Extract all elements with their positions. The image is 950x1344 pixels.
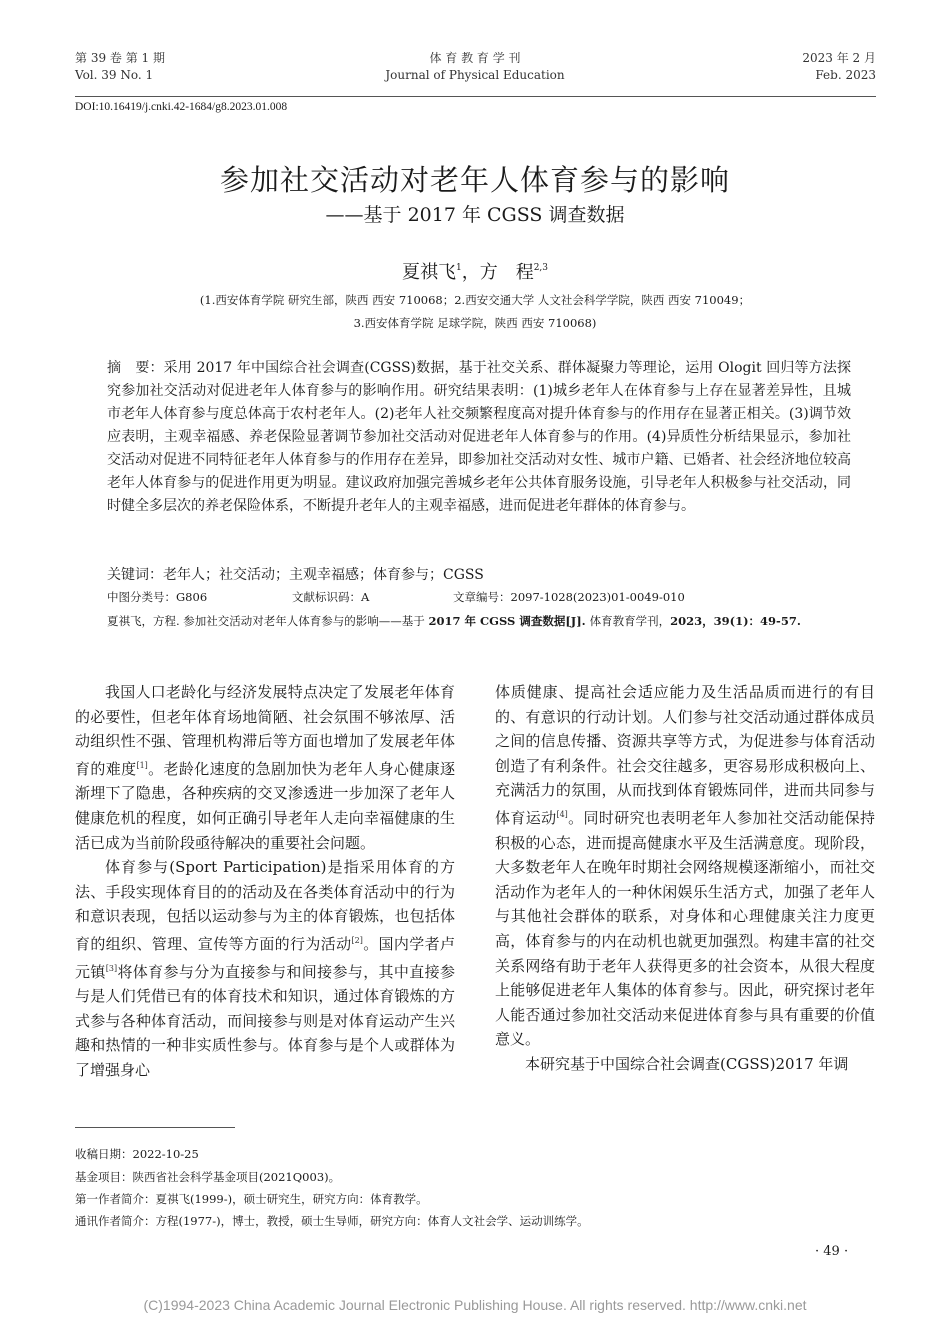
author-1-affil: 1	[455, 263, 462, 273]
footnote-received: 收稿日期：2022-10-25	[75, 1147, 199, 1161]
header-date: 2023 年 2 月 Feb. 2023	[802, 51, 876, 82]
page-title: 参加社交活动对老年人体育参与的影响	[219, 163, 730, 197]
author-1: 夏祺飞	[401, 262, 456, 283]
affiliation-line-2: 3.西安体育学院 足球学院，陕西 西安 710068)	[353, 316, 597, 330]
author-2-affil: 2,3	[533, 263, 549, 273]
citation-prefix: 夏祺飞，方程. 参加社交活动对老年人体育参与的影响——基于	[107, 614, 429, 628]
footnote-rule	[75, 1127, 235, 1128]
header-volume: 第 39 卷 第 1 期 Vol. 39 No. 1	[75, 51, 165, 82]
citation-tail: 2023，39(1)：49-57.	[670, 614, 801, 628]
reference-link[interactable]: [4]	[556, 809, 568, 819]
body-column-left	[75, 680, 455, 1083]
header-journal: 体 育 教 育 学 刊 Journal of Physical Education	[385, 51, 565, 82]
footnote-fund: 基金项目：陕西省社会科学基金项目(2021Q003)。	[75, 1170, 341, 1184]
paragraph: 本研究基于中国综合社会调查(CGSS)2017 年调	[525, 1054, 849, 1073]
copyright-watermark: (C)1994-2023 China Academic Journal Electronic Publishing House. All rights reserved. http://www.cnki.net	[143, 1297, 807, 1313]
page-subtitle: ——基于 2017 年 CGSS 调查数据	[325, 204, 625, 226]
author-separator: ，	[461, 262, 480, 283]
article-number: 文章编号：2097-1028(2023)01-0049-010	[453, 590, 685, 604]
paragraph: 我国人口老龄化与经济发展特点决定了发展老年体育的必要性，但老年体育场地简陋、社会氛围不够浓厚、活动组织性不强、管理机构滞后等方面也增加了发展老年体育的难度[1]。老龄化速度的急剧加快为老年人身心健康逐渐埋下了隐患，各种疾病的交叉渗透进一步加深了老年人健康危机的程度，如何正确引导老年人走向幸福健康的生活已成为当前阶段亟待解决的重要社会问题。	[75, 683, 455, 852]
page-number: · 49 ·	[815, 1244, 849, 1259]
document-code: 文献标识码：A	[292, 590, 370, 604]
body-column-right	[495, 680, 875, 1077]
reference-link[interactable]: [3]	[105, 963, 118, 973]
affiliation-line-1: (1.西安体育学院 研究生部，陕西 西安 710068；2.西安交通大学 人文社会科学学院，陕西 西安 710049；	[199, 293, 751, 307]
keywords	[107, 564, 484, 584]
citation	[107, 611, 851, 631]
doi[interactable]: DOI:10.16419/j.cnki.42-1684/g8.2023.01.008	[75, 101, 288, 113]
abstract-label: 摘 要：	[107, 360, 164, 376]
citation-journal: 体育教育学刊，	[589, 614, 671, 628]
footnote-first-author: 第一作者简介：夏祺飞(1999-)，硕士研究生，研究方向：体育教学。	[75, 1192, 428, 1206]
citation-bold: 2017 年 CGSS 调查数据[J].	[428, 614, 590, 628]
header-rule	[75, 96, 876, 97]
abstract	[107, 357, 851, 518]
abstract-text: 采用 2017 年中国综合社会调查(CGSS)数据，基于社交关系、群体凝聚力等理论，运用 Ologit 回归等方法探究参加社交活动对促进老年人体育参与的影响作用。研究结果表明：(1)城乡老年人在体育参与上存在显著差异性，且城市老年人体育参与度总体高于农村老年人。(2)老年人社交频繁程度高对提升体育参与的作用存在显著正相关。(3)调节效应表明，主观幸福感、养老保险显著调节参加社交活动对促进老年人体育参与的作用。(4)异质性分析结果显示，参加社交活动对促进不同特征老年人体育参与的作用存在差异，即参加社交活动对女性、城市户籍、已婚者、社会经济地位较高老年人体育参与的促进作用更为明显。建议政府加强完善城乡老年公共体育服务设施，引导老年人积极参与社交活动，同时健全多层次的养老保险体系，不断提升老年人的主观幸福感，进而促进老年群体的体育参与。	[107, 360, 851, 514]
author-2: 方 程	[479, 262, 534, 283]
paragraph: 体质健康、提高社会适应能力及生活品质而进行的有目的、有意识的行动计划。人们参与社交活动通过群体成员之间的信息传播、资源共享等方式，为促进参与体育活动创造了有利条件。社会交往越多，更容易形成积极向上、充满活力的氛围，从而找到体育锻炼同伴，进而共同参与体育运动[4]。同时研究也表明老年人参加社交活动能保持积极的心态，进而提高健康水平及生活满意度。现阶段，大多数老年人在晚年时期社会网络规模逐渐缩小，而社交活动作为老年人的一种休闲娱乐生活方式，加强了老年人与其他社会群体的联系，对身体和心理健康关注力度更高，体育参与的内在动机也就更加强烈。构建丰富的社交关系网络有助于老年人获得更多的社会资本，从很大程度上能够促进老年人集体的体育参与。因此，研究探讨老年人能否通过参加社交活动来促进体育参与具有重要的价值意义。	[495, 683, 875, 1049]
footnote-corresponding: 通讯作者简介：方程(1977-)，博士，教授，硕士生导师，研究方向：体育人文社会学、运动训练学。	[75, 1214, 589, 1228]
reference-link[interactable]: [1]	[136, 760, 148, 770]
reference-link[interactable]: [2]	[351, 935, 363, 945]
keywords-label: 关键词：	[107, 567, 163, 583]
paragraph: 体育参与(Sport Participation)是指采用体育的方法、手段实现体育目的的活动及在各类体育活动中的行为和意识表现，包括以运动参与为主的体育锻炼，也包括体育的组织、管理、宣传等方面的行为活动[2]。国内学者卢元镇[3]将体育参与分为直接参与和间接参与，其中直接参与是人们凭借已有的体育技术和知识，通过体育锻炼的方式参与各种体育活动，而间接参与则是对体育运动产生兴趣和热情的一种非实质性参与。体育参与是个人或群体为了增强身心	[75, 858, 455, 1079]
keywords-text: 老年人；社交活动；主观幸福感；体育参与；CGSS	[163, 567, 484, 583]
author-line	[0, 258, 950, 284]
clc-number: 中图分类号：G806	[107, 590, 208, 604]
